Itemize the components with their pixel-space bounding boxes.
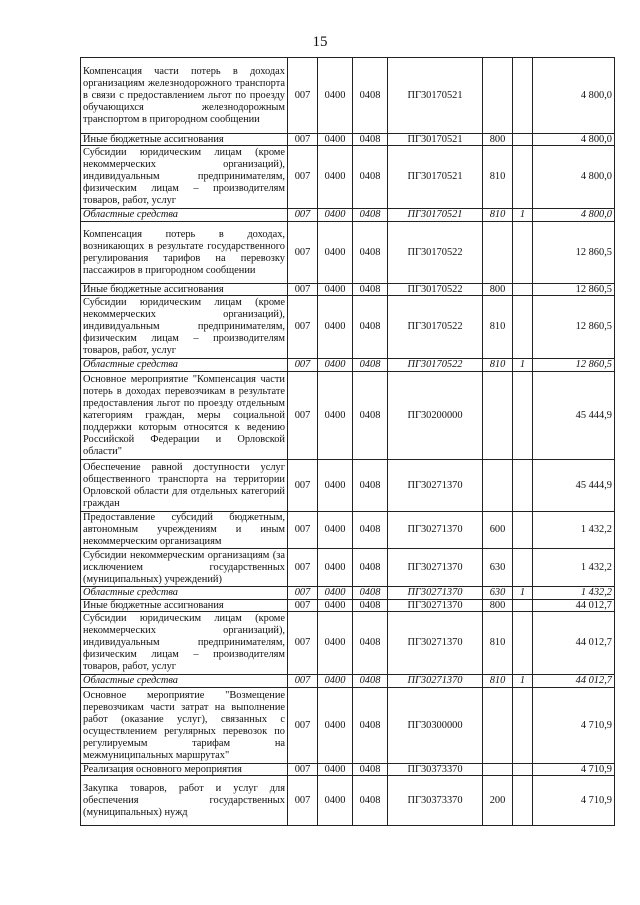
row-target-article-code: ПГ30170522 bbox=[388, 296, 483, 359]
row-grbs-code: 007 bbox=[288, 372, 318, 460]
row-subsection-code: 0408 bbox=[353, 209, 388, 222]
row-subsection-code: 0408 bbox=[353, 359, 388, 372]
row-grbs-code: 007 bbox=[288, 460, 318, 512]
row-subsection-code: 0408 bbox=[353, 675, 388, 688]
row-subsection-code: 0408 bbox=[353, 372, 388, 460]
row-subsection-code: 0408 bbox=[353, 688, 388, 764]
table-row bbox=[81, 776, 615, 826]
row-section-code: 0400 bbox=[318, 296, 353, 359]
row-description: Областные средства bbox=[81, 209, 288, 222]
row-target-article-code: ПГ30170522 bbox=[388, 284, 483, 296]
table-row bbox=[81, 460, 615, 512]
row-grbs-code: 007 bbox=[288, 58, 318, 134]
table-row bbox=[81, 612, 615, 675]
row-target-article-code: ПГ30170521 bbox=[388, 209, 483, 222]
row-subsection-code: 0408 bbox=[353, 587, 388, 600]
row-expense-type-code bbox=[483, 372, 513, 460]
row-expense-type-code: 810 bbox=[483, 209, 513, 222]
table-row bbox=[81, 209, 615, 222]
row-expense-type-code bbox=[483, 764, 513, 776]
row-description: Компенсация части потерь в доходах организациям железнодорожного транспорта в связи с предоставлением льгот по проезду обучающихся железнодорожным транспортом в пригородном сообщении bbox=[81, 58, 288, 134]
row-funding-source-code: 1 bbox=[513, 209, 533, 222]
row-funding-source-code bbox=[513, 284, 533, 296]
row-section-code: 0400 bbox=[318, 58, 353, 134]
row-amount: 45 444,9 bbox=[533, 460, 615, 512]
row-expense-type-code: 810 bbox=[483, 296, 513, 359]
row-description: Субсидии юридическим лицам (кроме некоммерческих организаций), индивидуальным предпринимателям, физическим лицам – производителям товаров, работ, услуг bbox=[81, 296, 288, 359]
row-section-code: 0400 bbox=[318, 209, 353, 222]
row-description: Субсидии некоммерческим организациям (за исключением государственных (муниципальных) учреждений) bbox=[81, 549, 288, 587]
row-subsection-code: 0408 bbox=[353, 296, 388, 359]
row-section-code: 0400 bbox=[318, 688, 353, 764]
row-description: Субсидии юридическим лицам (кроме некоммерческих организаций), индивидуальным предпринимателям, физическим лицам – производителям товаров, работ, услуг bbox=[81, 612, 288, 675]
row-funding-source-code bbox=[513, 146, 533, 209]
table-row bbox=[81, 296, 615, 359]
row-target-article-code: ПГ30200000 bbox=[388, 372, 483, 460]
row-funding-source-code bbox=[513, 549, 533, 587]
budget-table bbox=[80, 57, 615, 826]
table-row bbox=[81, 284, 615, 296]
table-row bbox=[81, 688, 615, 764]
row-expense-type-code: 630 bbox=[483, 549, 513, 587]
row-grbs-code: 007 bbox=[288, 688, 318, 764]
row-subsection-code: 0408 bbox=[353, 460, 388, 512]
row-description: Основное мероприятие "Возмещение перевозчикам части затрат на выполнение работ (оказание услуг), связанных с осуществлением регулярных перевозок по регулируемым тарифам на межмуниципальных маршрутах" bbox=[81, 688, 288, 764]
row-grbs-code: 007 bbox=[288, 612, 318, 675]
row-description: Иные бюджетные ассигнования bbox=[81, 600, 288, 612]
row-funding-source-code: 1 bbox=[513, 675, 533, 688]
row-funding-source-code: 1 bbox=[513, 587, 533, 600]
row-target-article-code: ПГ30170522 bbox=[388, 222, 483, 284]
row-grbs-code: 007 bbox=[288, 675, 318, 688]
row-funding-source-code bbox=[513, 776, 533, 826]
row-grbs-code: 007 bbox=[288, 776, 318, 826]
row-subsection-code: 0408 bbox=[353, 58, 388, 134]
row-grbs-code: 007 bbox=[288, 296, 318, 359]
row-description: Реализация основного мероприятия bbox=[81, 764, 288, 776]
row-target-article-code: ПГ30271370 bbox=[388, 460, 483, 512]
row-section-code: 0400 bbox=[318, 776, 353, 826]
row-description: Областные средства bbox=[81, 359, 288, 372]
row-section-code: 0400 bbox=[318, 512, 353, 549]
row-target-article-code: ПГ30170522 bbox=[388, 359, 483, 372]
row-grbs-code: 007 bbox=[288, 512, 318, 549]
row-section-code: 0400 bbox=[318, 146, 353, 209]
row-target-article-code: ПГ30170521 bbox=[388, 134, 483, 146]
row-funding-source-code bbox=[513, 764, 533, 776]
row-funding-source-code: 1 bbox=[513, 359, 533, 372]
row-grbs-code: 007 bbox=[288, 284, 318, 296]
table-row bbox=[81, 359, 615, 372]
row-amount: 1 432,2 bbox=[533, 512, 615, 549]
row-target-article-code: ПГ30271370 bbox=[388, 675, 483, 688]
row-funding-source-code bbox=[513, 460, 533, 512]
page-number: 15 bbox=[312, 34, 328, 50]
row-amount: 45 444,9 bbox=[533, 372, 615, 460]
row-grbs-code: 007 bbox=[288, 134, 318, 146]
row-expense-type-code: 810 bbox=[483, 612, 513, 675]
row-section-code: 0400 bbox=[318, 222, 353, 284]
row-funding-source-code bbox=[513, 134, 533, 146]
row-funding-source-code bbox=[513, 58, 533, 134]
table-row bbox=[81, 372, 615, 460]
row-grbs-code: 007 bbox=[288, 600, 318, 612]
row-expense-type-code: 600 bbox=[483, 512, 513, 549]
row-section-code: 0400 bbox=[318, 612, 353, 675]
row-expense-type-code: 810 bbox=[483, 146, 513, 209]
row-grbs-code: 007 bbox=[288, 222, 318, 284]
row-section-code: 0400 bbox=[318, 372, 353, 460]
row-amount: 4 800,0 bbox=[533, 146, 615, 209]
row-funding-source-code bbox=[513, 372, 533, 460]
table-row bbox=[81, 587, 615, 600]
row-description: Субсидии юридическим лицам (кроме некоммерческих организаций), индивидуальным предпринимателям, физическим лицам – производителям товаров, работ, услуг bbox=[81, 146, 288, 209]
row-grbs-code: 007 bbox=[288, 359, 318, 372]
row-target-article-code: ПГ30271370 bbox=[388, 587, 483, 600]
row-description: Предоставление субсидий бюджетным, автономным учреждениям и иным некоммерческим организациям bbox=[81, 512, 288, 549]
row-amount: 44 012,7 bbox=[533, 600, 615, 612]
row-section-code: 0400 bbox=[318, 675, 353, 688]
row-funding-source-code bbox=[513, 296, 533, 359]
row-expense-type-code: 800 bbox=[483, 600, 513, 612]
row-target-article-code: ПГ30271370 bbox=[388, 512, 483, 549]
table-row bbox=[81, 549, 615, 587]
row-grbs-code: 007 bbox=[288, 587, 318, 600]
row-subsection-code: 0408 bbox=[353, 764, 388, 776]
table-row bbox=[81, 600, 615, 612]
row-description: Областные средства bbox=[81, 587, 288, 600]
row-amount: 1 432,2 bbox=[533, 587, 615, 600]
row-grbs-code: 007 bbox=[288, 549, 318, 587]
row-subsection-code: 0408 bbox=[353, 612, 388, 675]
row-amount: 1 432,2 bbox=[533, 549, 615, 587]
row-description: Областные средства bbox=[81, 675, 288, 688]
row-subsection-code: 0408 bbox=[353, 146, 388, 209]
row-amount: 12 860,5 bbox=[533, 359, 615, 372]
row-amount: 4 710,9 bbox=[533, 764, 615, 776]
row-subsection-code: 0408 bbox=[353, 222, 388, 284]
row-funding-source-code bbox=[513, 600, 533, 612]
row-subsection-code: 0408 bbox=[353, 549, 388, 587]
row-grbs-code: 007 bbox=[288, 764, 318, 776]
row-subsection-code: 0408 bbox=[353, 134, 388, 146]
row-subsection-code: 0408 bbox=[353, 600, 388, 612]
row-expense-type-code: 800 bbox=[483, 284, 513, 296]
row-funding-source-code bbox=[513, 512, 533, 549]
table-row bbox=[81, 134, 615, 146]
row-funding-source-code bbox=[513, 612, 533, 675]
row-section-code: 0400 bbox=[318, 134, 353, 146]
row-grbs-code: 007 bbox=[288, 209, 318, 222]
row-target-article-code: ПГ30170521 bbox=[388, 58, 483, 134]
row-expense-type-code: 810 bbox=[483, 359, 513, 372]
row-expense-type-code bbox=[483, 58, 513, 134]
row-section-code: 0400 bbox=[318, 764, 353, 776]
row-section-code: 0400 bbox=[318, 587, 353, 600]
row-expense-type-code: 800 bbox=[483, 134, 513, 146]
table-row bbox=[81, 146, 615, 209]
table-row bbox=[81, 675, 615, 688]
row-section-code: 0400 bbox=[318, 284, 353, 296]
row-section-code: 0400 bbox=[318, 359, 353, 372]
table-row bbox=[81, 58, 615, 134]
row-description: Обеспечение равной доступности услуг общественного транспорта на территории Орловской области для отдельных категорий граждан bbox=[81, 460, 288, 512]
row-amount: 4 710,9 bbox=[533, 776, 615, 826]
row-amount: 4 800,0 bbox=[533, 58, 615, 134]
row-amount: 4 710,9 bbox=[533, 688, 615, 764]
table-row bbox=[81, 764, 615, 776]
row-amount: 44 012,7 bbox=[533, 675, 615, 688]
row-expense-type-code: 630 bbox=[483, 587, 513, 600]
row-expense-type-code: 200 bbox=[483, 776, 513, 826]
row-subsection-code: 0408 bbox=[353, 776, 388, 826]
row-grbs-code: 007 bbox=[288, 146, 318, 209]
row-section-code: 0400 bbox=[318, 600, 353, 612]
row-target-article-code: ПГ30271370 bbox=[388, 549, 483, 587]
row-description: Компенсация потерь в доходах, возникающих в результате государственного регулирования тарифов на перевозку пассажиров в пригородном сообщении bbox=[81, 222, 288, 284]
row-description: Иные бюджетные ассигнования bbox=[81, 284, 288, 296]
row-description: Иные бюджетные ассигнования bbox=[81, 134, 288, 146]
row-target-article-code: ПГ30373370 bbox=[388, 776, 483, 826]
row-subsection-code: 0408 bbox=[353, 284, 388, 296]
row-expense-type-code bbox=[483, 688, 513, 764]
row-target-article-code: ПГ30271370 bbox=[388, 612, 483, 675]
row-target-article-code: ПГ30300000 bbox=[388, 688, 483, 764]
row-target-article-code: ПГ30373370 bbox=[388, 764, 483, 776]
row-description: Основное мероприятие "Компенсация части потерь в доходах перевозчикам в результате предоставления льгот по проезду отдельным категориям граждан, меры социальной поддержки которым относятся к ведению Российской Федерации и Орловской области" bbox=[81, 372, 288, 460]
row-amount: 12 860,5 bbox=[533, 284, 615, 296]
row-expense-type-code: 810 bbox=[483, 675, 513, 688]
row-amount: 12 860,5 bbox=[533, 296, 615, 359]
row-description: Закупка товаров, работ и услуг для обеспечения государственных (муниципальных) нужд bbox=[81, 776, 288, 826]
row-amount: 44 012,7 bbox=[533, 612, 615, 675]
table-row bbox=[81, 222, 615, 284]
row-expense-type-code bbox=[483, 222, 513, 284]
row-amount: 12 860,5 bbox=[533, 222, 615, 284]
row-target-article-code: ПГ30271370 bbox=[388, 600, 483, 612]
table-row bbox=[81, 512, 615, 549]
row-target-article-code: ПГ30170521 bbox=[388, 146, 483, 209]
row-funding-source-code bbox=[513, 222, 533, 284]
row-amount: 4 800,0 bbox=[533, 209, 615, 222]
row-section-code: 0400 bbox=[318, 460, 353, 512]
row-subsection-code: 0408 bbox=[353, 512, 388, 549]
row-section-code: 0400 bbox=[318, 549, 353, 587]
row-amount: 4 800,0 bbox=[533, 134, 615, 146]
row-expense-type-code bbox=[483, 460, 513, 512]
row-funding-source-code bbox=[513, 688, 533, 764]
